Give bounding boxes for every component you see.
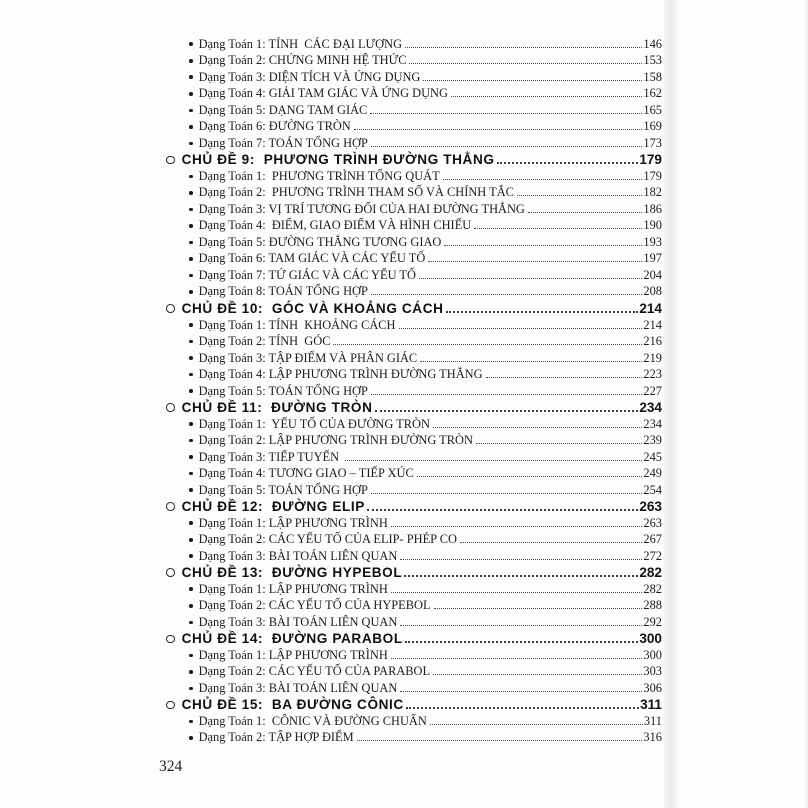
dot-leader: [371, 146, 643, 147]
page-edge-shadow: [664, 0, 678, 808]
toc-item-row: [166, 333, 662, 350]
item-page-number: 208: [643, 284, 662, 299]
chapter-circle-icon: [166, 156, 175, 165]
bullet-icon: [189, 670, 193, 674]
chapter-page-number: 263: [639, 499, 662, 515]
chapter-circle-icon: [166, 635, 175, 644]
toc-item-row: [166, 680, 662, 697]
toc-chapter-row: [166, 697, 662, 714]
toc-item-row: [166, 664, 662, 681]
dot-leader: [419, 278, 642, 279]
toc-item-row: [166, 267, 662, 284]
toc-item-row: [166, 317, 662, 334]
item-title: Dạng Toán 4: GIẢI TAM GIÁC VÀ ỨNG DỤNG: [198, 86, 448, 101]
dot-leader: [528, 212, 643, 213]
toc-item-row: [166, 730, 662, 747]
dot-leader: [406, 707, 639, 709]
dot-leader: [400, 691, 642, 692]
dot-leader: [375, 410, 639, 412]
item-page-number: 146: [643, 36, 662, 51]
item-page-number: 193: [643, 234, 662, 249]
bullet-icon: [189, 538, 193, 542]
bullet-icon: [189, 587, 193, 591]
item-page-number: 239: [643, 433, 662, 448]
toc-chapter-row: [166, 565, 662, 582]
chapter-title: CHỦ ĐỀ 12: ĐƯỜNG ELIP: [181, 499, 365, 515]
item-title: Dạng Toán 1: YẾU TỐ CỦA ĐƯỜNG TRÒN: [198, 416, 430, 431]
item-title: Dạng Toán 2: PHƯƠNG TRÌNH THAM SỐ VÀ CHÍNH TẮC: [198, 185, 514, 200]
item-title: Dạng Toán 1: PHƯƠNG TRÌNH TỔNG QUÁT: [198, 168, 440, 183]
bullet-icon: [189, 356, 193, 360]
dot-leader: [399, 328, 643, 329]
item-page-number: 303: [643, 664, 662, 679]
dot-leader: [370, 113, 642, 114]
dot-leader: [371, 294, 643, 295]
chapter-circle-icon: [166, 304, 175, 313]
item-title: Dạng Toán 2: LẬP PHƯƠNG TRÌNH ĐƯỜNG TRÒN: [198, 433, 473, 448]
bullet-icon: [189, 59, 193, 63]
toc-item-row: [166, 482, 662, 499]
bullet-icon: [189, 92, 193, 96]
bullet-icon: [189, 521, 193, 525]
item-title: Dạng Toán 7: TỨ GIÁC VÀ CÁC YẾU TỐ: [198, 267, 416, 282]
dot-leader: [391, 592, 643, 593]
dot-leader: [354, 129, 643, 130]
dot-leader: [444, 245, 642, 246]
item-page-number: 227: [643, 383, 662, 398]
item-title: Dạng Toán 4: ĐIỂM, GIAO ĐIỂM VÀ HÌNH CHIẾU: [198, 218, 472, 233]
toc-item-row: [166, 185, 662, 202]
item-page-number: 214: [643, 317, 662, 332]
chapter-page-number: 234: [639, 400, 662, 416]
chapter-circle-icon: [166, 701, 175, 710]
toc-item-row: [166, 284, 662, 301]
chapter-title: CHỦ ĐỀ 13: ĐƯỜNG HYPEBOL: [181, 565, 403, 581]
item-page-number: 282: [643, 581, 662, 596]
dot-leader: [333, 344, 642, 345]
toc-item-row: [166, 416, 662, 433]
toc-item-row: [166, 531, 662, 548]
item-page-number: 288: [643, 598, 662, 613]
dot-leader: [443, 179, 643, 180]
bullet-icon: [189, 736, 193, 740]
item-title: Dạng Toán 1: TÍNH CÁC ĐẠI LƯỢNG: [198, 36, 403, 51]
toc-item-row: [166, 234, 662, 251]
item-title: Dạng Toán 1: TÍNH KHOẢNG CÁCH: [198, 317, 396, 332]
item-page-number: 245: [643, 449, 662, 464]
item-page-number: 182: [643, 185, 662, 200]
bullet-icon: [189, 208, 193, 212]
chapter-title: CHỦ ĐỀ 11: ĐƯỜNG TRÒN: [181, 400, 373, 416]
bullet-icon: [189, 109, 193, 113]
dot-leader: [451, 96, 642, 97]
bullet-icon: [189, 621, 193, 625]
item-page-number: 234: [643, 416, 662, 431]
toc-item-row: [166, 201, 662, 218]
toc-item-row: [166, 647, 662, 664]
toc-chapter-row: [166, 498, 662, 515]
item-page-number: 158: [643, 69, 662, 84]
item-page-number: 267: [643, 532, 662, 547]
item-page-number: 306: [643, 680, 662, 695]
item-title: Dạng Toán 3: TẬP ĐIỂM VÀ PHÂN GIÁC: [198, 350, 418, 365]
item-title: Dạng Toán 3: BÀI TOÁN LIÊN QUAN: [198, 548, 398, 563]
item-title: Dạng Toán 2: CÁC YẾU TỐ CỦA ELIP- PHÉP CO: [198, 532, 457, 547]
item-title: Dạng Toán 5: TOÁN TỔNG HỢP: [198, 482, 368, 497]
toc-item-row: [166, 449, 662, 466]
toc-chapter-row: [166, 300, 662, 317]
bullet-icon: [189, 687, 193, 691]
dot-leader: [420, 361, 642, 362]
item-title: Dạng Toán 8: TOÁN TỔNG HỢP: [198, 284, 368, 299]
bullet-icon: [189, 422, 193, 426]
toc-item-row: [166, 581, 662, 598]
item-title: Dạng Toán 4: TƯƠNG GIAO – TIẾP XÚC: [198, 466, 414, 481]
toc-item-row: [166, 102, 662, 119]
toc-item-row: [166, 135, 662, 152]
dot-leader: [345, 460, 642, 461]
bullet-icon: [189, 42, 193, 46]
dot-leader: [430, 724, 643, 725]
toc-item-row: [166, 168, 662, 185]
toc-item-row: [166, 119, 662, 136]
bullet-icon: [189, 654, 193, 658]
bullet-icon: [189, 472, 193, 476]
chapter-page-number: 282: [639, 565, 662, 581]
item-page-number: 169: [643, 119, 662, 134]
item-title: Dạng Toán 1: LẬP PHƯƠNG TRÌNH: [198, 581, 388, 596]
dot-leader: [371, 493, 643, 494]
chapter-circle-icon: [166, 403, 175, 412]
item-title: Dạng Toán 2: CÁC YẾU TỐ CỦA PARABOL: [198, 664, 431, 679]
bullet-icon: [189, 241, 193, 245]
toc-item-row: [166, 515, 662, 532]
item-page-number: 204: [643, 267, 662, 282]
toc-item-row: [166, 218, 662, 235]
toc-item-row: [166, 383, 662, 400]
item-title: Dạng Toán 3: VỊ TRÍ TƯƠNG ĐỐI CỦA HAI ĐƯỜNG THẲNG: [198, 201, 525, 216]
dot-leader: [367, 509, 638, 511]
bullet-icon: [189, 175, 193, 179]
dot-leader: [433, 427, 643, 428]
toc-item-row: [166, 69, 662, 86]
item-page-number: 165: [643, 102, 662, 117]
toc-item-row: [166, 366, 662, 383]
dot-leader: [434, 608, 643, 609]
bullet-icon: [189, 455, 193, 459]
table-of-contents: [166, 36, 662, 746]
item-title: Dạng Toán 3: DIỆN TÍCH VÀ ỨNG DỤNG: [198, 69, 421, 84]
item-page-number: 311: [643, 713, 662, 728]
bullet-icon: [189, 373, 193, 377]
item-page-number: 197: [643, 251, 662, 266]
dot-leader: [497, 162, 639, 164]
toc-item-row: [166, 713, 662, 730]
item-page-number: 186: [643, 201, 662, 216]
item-title: Dạng Toán 2: CHỨNG MINH HỆ THỨC: [198, 53, 407, 68]
item-title: Dạng Toán 4: LẬP PHƯƠNG TRÌNH ĐƯỜNG THẲNG: [198, 367, 483, 382]
item-title: Dạng Toán 3: BÀI TOÁN LIÊN QUAN: [198, 680, 398, 695]
chapter-title: CHỦ ĐỀ 15: BA ĐƯỜNG CÔNIC: [181, 697, 404, 713]
item-title: Dạng Toán 3: TIẾP TUYẾN: [198, 449, 343, 464]
toc-item-row: [166, 86, 662, 103]
item-page-number: 173: [643, 135, 662, 150]
item-title: Dạng Toán 5: DẠNG TAM GIÁC: [198, 102, 368, 117]
bullet-icon: [189, 604, 193, 608]
item-page-number: 223: [643, 367, 662, 382]
dot-leader: [391, 526, 643, 527]
bullet-icon: [189, 389, 193, 393]
item-page-number: 249: [643, 466, 662, 481]
dot-leader: [474, 228, 642, 229]
dot-leader: [446, 311, 639, 313]
bullet-icon: [189, 488, 193, 492]
dot-leader: [423, 80, 642, 81]
toc-chapter-row: [166, 399, 662, 416]
item-page-number: 292: [643, 614, 662, 629]
item-page-number: 316: [643, 730, 662, 745]
dot-leader: [400, 625, 642, 626]
item-title: Dạng Toán 2: CÁC YẾU TỐ CỦA HYPEBOL: [198, 598, 431, 613]
bullet-icon: [189, 554, 193, 558]
chapter-circle-icon: [166, 502, 175, 511]
item-page-number: 216: [643, 334, 662, 349]
item-title: Dạng Toán 6: TAM GIÁC VÀ CÁC YẾU TỐ: [198, 251, 426, 266]
toc-chapter-row: [166, 152, 662, 169]
item-title: Dạng Toán 7: TOÁN TỔNG HỢP: [198, 135, 368, 150]
bullet-icon: [189, 323, 193, 327]
toc-item-row: [166, 251, 662, 268]
dot-leader: [460, 542, 643, 543]
item-title: Dạng Toán 3: BÀI TOÁN LIÊN QUAN: [198, 614, 398, 629]
bullet-icon: [189, 142, 193, 146]
dot-leader: [405, 641, 639, 643]
toc-item-row: [166, 432, 662, 449]
item-title: Dạng Toán 1: CÔNIC VÀ ĐƯỜNG CHUẨN: [198, 713, 427, 728]
dot-leader: [417, 476, 643, 477]
item-title: Dạng Toán 5: TOÁN TỔNG HỢP: [198, 383, 368, 398]
dot-leader: [409, 63, 642, 64]
dot-leader: [433, 674, 642, 675]
toc-item-row: [166, 350, 662, 367]
dot-leader: [428, 261, 642, 262]
item-page-number: 162: [643, 86, 662, 101]
chapter-page-number: 214: [639, 301, 662, 316]
toc-item-row: [166, 598, 662, 615]
dot-leader: [391, 658, 643, 659]
chapter-circle-icon: [166, 568, 175, 577]
bullet-icon: [189, 439, 193, 443]
item-page-number: 190: [643, 218, 662, 233]
item-page-number: 272: [643, 548, 662, 563]
bullet-icon: [189, 191, 193, 195]
item-title: Dạng Toán 2: TÍNH GÓC: [198, 334, 331, 349]
item-page-number: 254: [643, 482, 662, 497]
dot-leader: [357, 740, 643, 741]
chapter-title: CHỦ ĐỀ 10: GÓC VÀ KHOẢNG CÁCH: [181, 301, 444, 316]
chapter-title: CHỦ ĐỀ 14: ĐƯỜNG PARABOL: [181, 631, 403, 647]
item-page-number: 179: [643, 168, 662, 183]
bullet-icon: [189, 224, 193, 228]
item-title: Dạng Toán 5: ĐƯỜNG THẲNG TƯƠNG GIAO: [198, 234, 442, 249]
bullet-icon: [189, 75, 193, 79]
dot-leader: [371, 394, 643, 395]
dot-leader: [400, 559, 642, 560]
item-title: Dạng Toán 1: LẬP PHƯƠNG TRÌNH: [198, 515, 388, 530]
dot-leader: [517, 195, 643, 196]
toc-chapter-row: [166, 631, 662, 648]
bullet-icon: [189, 290, 193, 294]
bullet-icon: [189, 125, 193, 129]
item-page-number: 153: [643, 53, 662, 68]
chapter-page-number: 311: [640, 697, 662, 713]
item-page-number: 263: [643, 515, 662, 530]
bullet-icon: [189, 340, 193, 344]
bullet-icon: [189, 257, 193, 261]
dot-leader: [404, 575, 638, 577]
item-title: Dạng Toán 6: ĐƯỜNG TRÒN: [198, 119, 351, 134]
dot-leader: [486, 377, 643, 378]
bullet-icon: [189, 720, 193, 724]
chapter-page-number: 300: [639, 631, 662, 647]
item-title: Dạng Toán 2: TẬP HỢP ĐIỂM: [198, 730, 354, 745]
item-page-number: 300: [643, 647, 662, 662]
dot-leader: [476, 443, 642, 444]
chapter-page-number: 179: [639, 152, 662, 168]
item-title: Dạng Toán 1: LẬP PHƯƠNG TRÌNH: [198, 647, 388, 662]
toc-item-row: [166, 36, 662, 53]
page-number: 324: [159, 758, 183, 775]
bullet-icon: [189, 274, 193, 278]
chapter-title: CHỦ ĐỀ 9: PHƯƠNG TRÌNH ĐƯỜNG THẲNG: [181, 152, 495, 168]
toc-item-row: [166, 465, 662, 482]
toc-item-row: [166, 53, 662, 70]
dot-leader: [405, 47, 642, 48]
toc-item-row: [166, 614, 662, 631]
toc-item-row: [166, 548, 662, 565]
item-page-number: 219: [643, 350, 662, 365]
